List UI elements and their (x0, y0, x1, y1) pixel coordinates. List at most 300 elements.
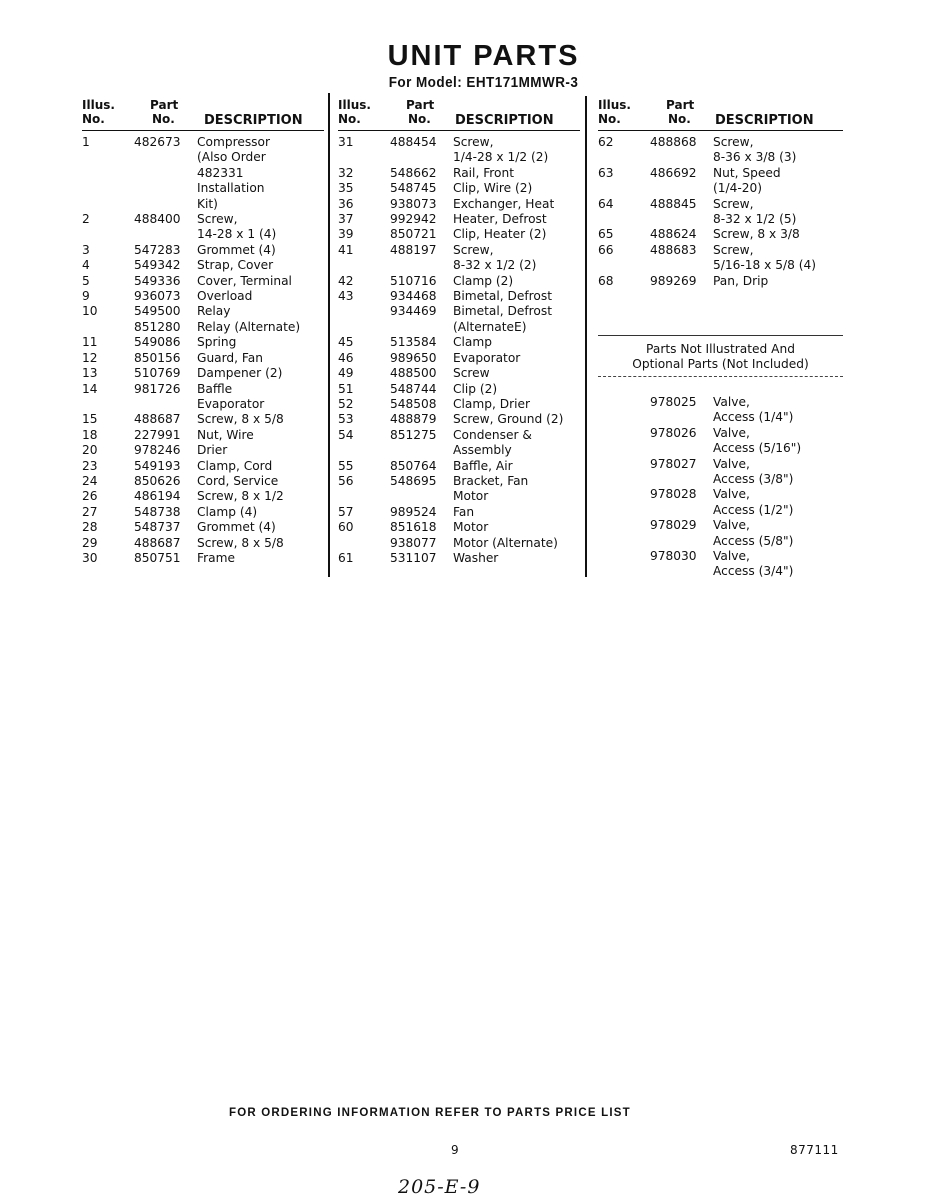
parts-row (598, 457, 843, 488)
part-number: 488845 (650, 196, 697, 211)
model-subtitle: For Model: EHT171MMWR-3 (388, 74, 579, 91)
illus-number: 45 (338, 335, 354, 350)
description-line: Nut, Wire (197, 427, 254, 442)
parts-row (338, 335, 580, 350)
illus-number: 60 (338, 520, 354, 535)
part-number: 978027 (650, 456, 697, 471)
part-number: 488197 (390, 242, 437, 257)
description-line: Clip, Wire (2) (453, 181, 533, 196)
illus-number: 10 (82, 304, 98, 319)
illus-number: 1 (82, 135, 90, 149)
illus-number: 11 (82, 335, 98, 350)
description-line: Valve, (713, 456, 750, 471)
parts-row (338, 243, 580, 274)
part-description (453, 212, 580, 227)
parts-row (82, 536, 324, 551)
illus-number: 26 (82, 489, 98, 504)
part-number: 989269 (650, 273, 697, 288)
parts-row (82, 351, 324, 366)
part-description (453, 166, 580, 181)
part-number: 227991 (134, 427, 181, 442)
illus-number: 65 (598, 227, 614, 242)
part-description (453, 505, 580, 520)
illus-number: 55 (338, 458, 354, 473)
parts-row (82, 551, 324, 566)
part-number: 482673 (134, 135, 181, 149)
description-line: Dampener (2) (197, 366, 283, 381)
parts-row (338, 505, 580, 520)
part-description (453, 135, 580, 166)
parts-row (598, 487, 843, 518)
part-description (453, 382, 580, 397)
page-title: UNIT PARTS (387, 40, 580, 72)
illus-number (598, 487, 650, 518)
description-line: Pan, Drip (713, 273, 769, 288)
parts-row (82, 366, 324, 381)
part-number: 488879 (390, 412, 437, 427)
part-number: 851280 (134, 319, 181, 334)
description-line: Clamp, Cord (197, 458, 273, 473)
illus-number (598, 518, 650, 549)
part-description (453, 335, 580, 350)
illus-number: 53 (338, 412, 354, 427)
part-description (197, 551, 324, 566)
illus-number (598, 457, 650, 488)
parts-column-3 (598, 96, 843, 580)
parts-row (598, 518, 843, 549)
parts-row (82, 520, 324, 535)
description-line: Clip (2) (453, 381, 498, 396)
parts-row (82, 274, 324, 289)
part-description (197, 212, 324, 243)
illus-number: 4 (82, 258, 90, 273)
part-description (453, 474, 580, 505)
description-line: Cord, Service (197, 473, 279, 488)
part-number: 851618 (390, 520, 437, 535)
description-line: Overload (197, 289, 253, 304)
part-description (713, 487, 843, 518)
part-number: 549342 (134, 258, 181, 273)
part-description (453, 289, 580, 304)
part-description (713, 243, 843, 274)
description-line: Compressor (197, 135, 270, 149)
part-number: 850156 (134, 350, 181, 365)
part-number: 850626 (134, 473, 181, 488)
description-line: Fan (453, 504, 475, 519)
part-number: 548695 (390, 473, 437, 488)
illus-number: 30 (82, 550, 98, 565)
part-number: 549086 (134, 335, 181, 350)
part-number: 938077 (390, 535, 437, 550)
column-header (82, 96, 324, 131)
part-description (197, 536, 324, 551)
description-line: Strap, Cover (197, 258, 274, 273)
description-line: 8-32 x 1/2 (2) (453, 258, 537, 273)
illus-number: 35 (338, 181, 354, 196)
parts-row (338, 412, 580, 427)
parts-row (338, 304, 580, 335)
parts-row (598, 426, 843, 457)
description-line: Access (3/4") (713, 564, 794, 579)
description-line: (AlternateE) (453, 319, 527, 334)
description-line: Valve, (713, 548, 750, 563)
parts-row (338, 382, 580, 397)
part-number: 488624 (650, 227, 697, 242)
part-description (197, 520, 324, 535)
description-line: Screw, 8 x 5/8 (197, 412, 284, 427)
illus-number: 12 (82, 350, 98, 365)
parts-row (82, 258, 324, 273)
part-number: 549500 (134, 304, 181, 319)
description-line: Exchanger, Heat (453, 196, 555, 211)
description-line: Clamp (2) (453, 273, 514, 288)
illus-number: 61 (338, 550, 354, 565)
description-line: 1/4-28 x 1/2 (2) (453, 150, 549, 165)
parts-row (598, 197, 843, 228)
part-number: 992942 (390, 212, 437, 227)
description-line: Cover, Terminal (197, 273, 292, 288)
part-description (453, 412, 580, 427)
part-description (197, 489, 324, 504)
description-line: Installation (197, 181, 265, 196)
part-description (713, 549, 843, 580)
part-description (453, 397, 580, 412)
column-divider (328, 93, 330, 577)
illus-number: 9 (82, 289, 90, 304)
description-line: Relay (Alternate) (197, 319, 301, 334)
description-line: Screw, 8 x 1/2 (197, 489, 284, 504)
illus-number: 57 (338, 504, 354, 519)
part-number: 934469 (390, 304, 437, 319)
parts-row (338, 474, 580, 505)
part-description (453, 304, 580, 335)
parts-row (82, 459, 324, 474)
parts-row (598, 274, 843, 289)
part-number: 548745 (390, 181, 437, 196)
description-line: Nut, Speed (713, 165, 781, 180)
part-number: 850764 (390, 458, 437, 473)
parts-row (82, 335, 324, 350)
part-number: 488868 (650, 135, 697, 149)
part-description (453, 428, 580, 459)
parts-row (598, 395, 843, 426)
description-line: Motor (453, 489, 489, 504)
description-line: Screw, 8 x 5/8 (197, 535, 284, 550)
description-line: Screw, (453, 242, 494, 257)
part-number: 978030 (650, 548, 697, 563)
parts-row (338, 428, 580, 459)
parts-row (598, 227, 843, 242)
header-description: DESCRIPTION (204, 113, 303, 128)
description-line: Grommet (4) (197, 242, 276, 257)
part-description (453, 243, 580, 274)
part-number: 938073 (390, 196, 437, 211)
illus-number: 64 (598, 196, 614, 211)
part-number: 989524 (390, 504, 437, 519)
part-description (197, 505, 324, 520)
parts-row (598, 135, 843, 166)
description-line: Baffle, Air (453, 458, 513, 473)
parts-row (338, 397, 580, 412)
parts-column-2 (338, 96, 580, 566)
illus-number: 37 (338, 212, 354, 227)
part-description (713, 197, 843, 228)
part-number: 978246 (134, 443, 181, 458)
part-number: 989650 (390, 350, 437, 365)
part-description (197, 304, 324, 319)
part-description (713, 135, 843, 166)
illus-number: 54 (338, 427, 354, 442)
description-line: Frame (197, 550, 235, 565)
illus-number: 18 (82, 427, 98, 442)
illus-number: 3 (82, 242, 90, 257)
parts-row (82, 474, 324, 489)
part-number: 978025 (650, 394, 697, 409)
description-line: Grommet (4) (197, 520, 276, 535)
description-line: Valve, (713, 394, 750, 409)
part-number: 934468 (390, 289, 437, 304)
description-line: Kit) (197, 196, 218, 211)
illus-number: 49 (338, 366, 354, 381)
parts-row (82, 443, 324, 458)
part-description (453, 181, 580, 196)
description-line: Screw (453, 366, 490, 381)
illus-number: 62 (598, 135, 614, 149)
parts-row (338, 197, 580, 212)
not-illustrated-heading-line2: Optional Parts (Not Included) (632, 357, 809, 372)
illus-number: 68 (598, 273, 614, 288)
illus-number: 27 (82, 504, 98, 519)
part-description (453, 197, 580, 212)
part-description (197, 474, 324, 489)
part-description (197, 412, 324, 427)
part-description (197, 351, 324, 366)
illus-number: 41 (338, 242, 354, 257)
part-description (197, 382, 324, 413)
description-line: Condenser & (453, 427, 532, 442)
parts-row (82, 382, 324, 413)
parts-list (598, 135, 843, 289)
parts-row (338, 212, 580, 227)
parts-row (82, 212, 324, 243)
part-number: 488687 (134, 412, 181, 427)
part-description (197, 243, 324, 258)
part-number: 531107 (390, 550, 437, 565)
illus-number: 32 (338, 165, 354, 180)
parts-row (598, 166, 843, 197)
part-description (197, 320, 324, 335)
header-part-no: Part No. (666, 98, 695, 126)
parts-row (82, 135, 324, 212)
part-description (197, 258, 324, 273)
description-line: Baffle (197, 381, 233, 396)
description-line: Screw, 8 x 3/8 (713, 227, 800, 242)
part-description (453, 459, 580, 474)
parts-row (338, 520, 580, 535)
parts-row (82, 505, 324, 520)
illus-number: 52 (338, 396, 354, 411)
description-line: Clamp (4) (197, 504, 258, 519)
illus-number: 20 (82, 443, 98, 458)
parts-list (82, 135, 324, 566)
description-line: Drier (197, 443, 228, 458)
description-line: Heater, Defrost (453, 212, 547, 227)
part-description (453, 551, 580, 566)
part-number: 978029 (650, 518, 697, 533)
illus-number (598, 426, 650, 457)
description-line: Screw, Ground (2) (453, 412, 564, 427)
part-number: 488454 (390, 135, 437, 149)
illus-number: 39 (338, 227, 354, 242)
description-line: 5/16-18 x 5/8 (4) (713, 258, 816, 273)
description-line: Motor (Alternate) (453, 535, 558, 550)
parts-row (82, 428, 324, 443)
illus-number: 51 (338, 381, 354, 396)
parts-row (338, 181, 580, 196)
illus-number: 36 (338, 196, 354, 211)
parts-row (598, 549, 843, 580)
description-line: Screw, (713, 196, 754, 211)
description-line: Evaporator (197, 396, 265, 411)
description-line: Access (3/8") (713, 471, 794, 486)
part-number: 547283 (134, 242, 181, 257)
illus-number: 46 (338, 350, 354, 365)
illus-number (598, 549, 650, 580)
parts-list (338, 135, 580, 566)
part-number: 978028 (650, 487, 697, 502)
part-description (713, 395, 843, 426)
header-part-no: Part No. (150, 98, 179, 126)
part-description (713, 518, 843, 549)
description-line: Assembly (453, 443, 512, 458)
column-header (598, 96, 843, 131)
part-number: 488687 (134, 535, 181, 550)
header-illus-no: Illus. No. (338, 98, 371, 126)
description-line: Access (1/4") (713, 410, 794, 425)
part-number: 513584 (390, 335, 437, 350)
description-line: Screw, (197, 212, 238, 227)
part-number: 486194 (134, 489, 181, 504)
parts-row (338, 227, 580, 242)
description-line: 14-28 x 1 (4) (197, 227, 277, 242)
section-divider (598, 375, 843, 377)
parts-row (82, 489, 324, 504)
parts-row (338, 366, 580, 381)
ordering-note: FOR ORDERING INFORMATION REFER TO PARTS PRICE LIST (229, 1107, 631, 1119)
part-description (713, 426, 843, 457)
header-illus-no: Illus. No. (598, 98, 631, 126)
illus-number: 14 (82, 381, 98, 396)
illus-number (82, 320, 134, 335)
part-description (197, 428, 324, 443)
illus-number: 24 (82, 473, 98, 488)
not-illustrated-heading-line1: Parts Not Illustrated And (646, 342, 795, 357)
part-description (197, 289, 324, 304)
part-description (197, 135, 324, 212)
part-number: 548737 (134, 520, 181, 535)
description-line: (1/4-20) (713, 181, 763, 196)
illus-number: 43 (338, 289, 354, 304)
description-line: (Also Order (197, 150, 266, 165)
description-line: Guard, Fan (197, 350, 264, 365)
illus-number: 31 (338, 135, 354, 149)
part-description (713, 274, 843, 289)
description-line: Spring (197, 335, 237, 350)
part-description (197, 459, 324, 474)
part-number: 548662 (390, 165, 437, 180)
parts-row (82, 243, 324, 258)
illus-number: 63 (598, 165, 614, 180)
description-line: Evaporator (453, 350, 521, 365)
illus-number: 66 (598, 242, 614, 257)
description-line: Screw, (713, 242, 754, 257)
part-description (453, 274, 580, 289)
description-line: Access (1/2") (713, 502, 794, 517)
column-header (338, 96, 580, 131)
description-line: Bimetal, Defrost (453, 304, 552, 319)
part-number: 486692 (650, 165, 697, 180)
parts-row (338, 459, 580, 474)
parts-row (338, 135, 580, 166)
description-line: Rail, Front (453, 165, 515, 180)
illus-number: 23 (82, 458, 98, 473)
part-description (197, 366, 324, 381)
description-line: Motor (453, 520, 489, 535)
parts-row (338, 166, 580, 181)
part-description (453, 536, 580, 551)
part-number: 510716 (390, 273, 437, 288)
description-line: Access (5/16") (713, 441, 802, 456)
parts-row (338, 289, 580, 304)
illus-number: 15 (82, 412, 98, 427)
part-number: 981726 (134, 381, 181, 396)
description-line: Clamp (453, 335, 492, 350)
illus-number: 13 (82, 366, 98, 381)
description-line: Valve, (713, 518, 750, 533)
part-description (197, 443, 324, 458)
illus-number (338, 536, 390, 551)
part-number: 488683 (650, 242, 697, 257)
not-illustrated-heading (598, 335, 843, 373)
part-description (453, 351, 580, 366)
parts-row (338, 274, 580, 289)
description-line: Bimetal, Defrost (453, 289, 552, 304)
document-number: 877111 (790, 1143, 839, 1157)
illus-number (338, 304, 390, 335)
parts-row (598, 243, 843, 274)
part-description (453, 366, 580, 381)
description-line: Clamp, Drier (453, 396, 531, 411)
description-line: Valve, (713, 425, 750, 440)
parts-row (338, 551, 580, 566)
part-description (453, 227, 580, 242)
header-description: DESCRIPTION (715, 113, 814, 128)
part-number: 488500 (390, 366, 437, 381)
part-description (713, 227, 843, 242)
parts-column-1 (82, 96, 324, 566)
part-description (197, 335, 324, 350)
parts-row (82, 289, 324, 304)
part-number: 548744 (390, 381, 437, 396)
part-number: 548738 (134, 504, 181, 519)
part-description (713, 457, 843, 488)
description-line: Access (5/8") (713, 533, 794, 548)
part-description (713, 166, 843, 197)
parts-row (338, 536, 580, 551)
optional-parts-list (598, 395, 843, 580)
illus-number: 56 (338, 473, 354, 488)
parts-row (82, 320, 324, 335)
